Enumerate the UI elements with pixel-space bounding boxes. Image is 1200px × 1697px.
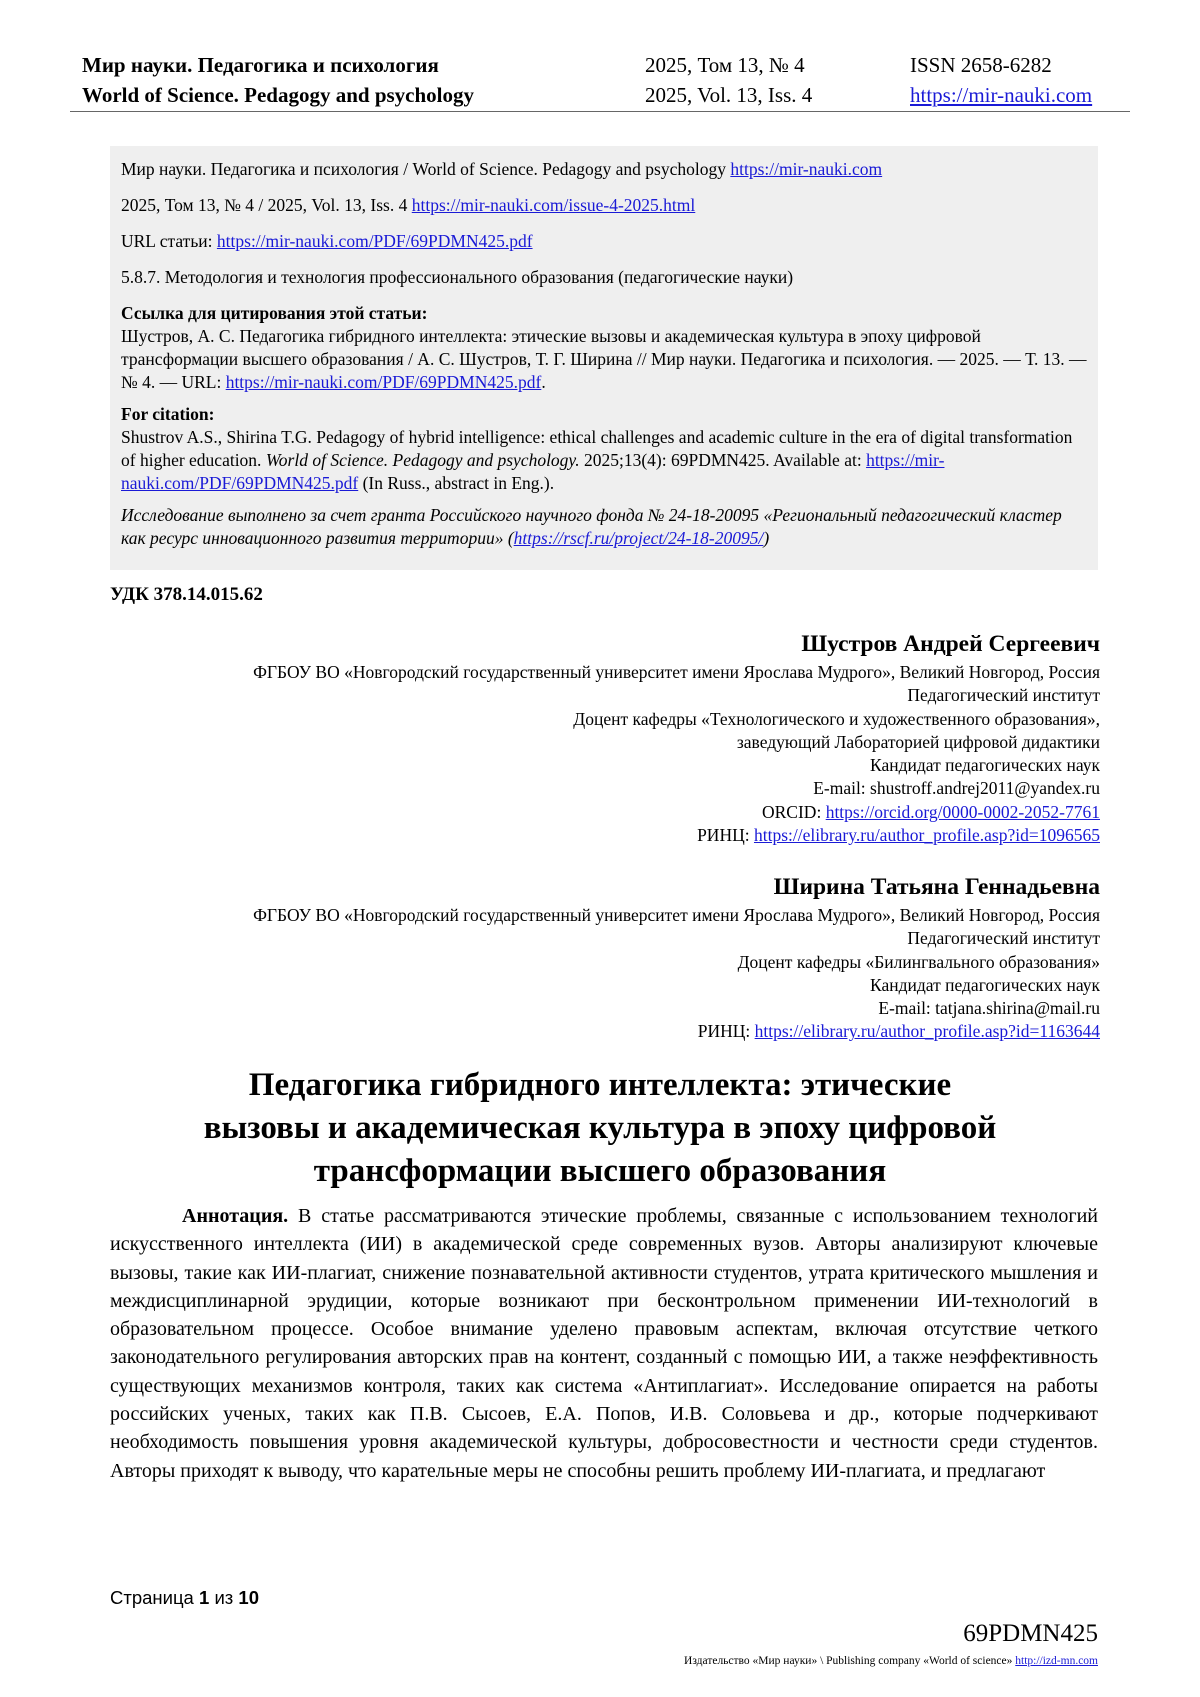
specialty-line: 5.8.7. Методология и технология профессионального образования (педагогические науки) bbox=[121, 267, 794, 287]
author-position: Доцент кафедры «Билингвального образования» bbox=[737, 951, 1100, 972]
author-name: Шустров Андрей Сергеевич bbox=[801, 631, 1100, 657]
issue-ru: 2025, Том 13, № 4 bbox=[645, 53, 805, 77]
header-divider bbox=[70, 111, 1130, 112]
author-affiliation: ФГБОУ ВО «Новгородский государственный университет имени Ярослава Мудрого», Великий Новгород, Россия bbox=[253, 662, 1100, 682]
udk-code: УДК 378.14.015.62 bbox=[110, 584, 263, 605]
article-code: 69PDMN425 bbox=[963, 1620, 1098, 1647]
rinc-link[interactable]: https://elibrary.ru/author_profile.asp?id=1096565 bbox=[753, 825, 1100, 846]
article-url-line: URL статьи: https://mir-nauki.com/PDF/69PDMN425.pdf bbox=[121, 231, 533, 251]
abstract-label: Аннотация. bbox=[182, 1205, 289, 1227]
author-degree: Кандидат педагогических наук bbox=[870, 755, 1100, 776]
issue-link[interactable]: https://mir-nauki.com/issue-4-2025.html bbox=[411, 195, 696, 215]
abstract-text: В статье рассматриваются этические проблемы, связанные с использованием технологий искусственного интеллекта (ИИ) в академической среде современных вузов. Авторы анализируют ключевые вызовы, такие как ИИ-плагиат, снижение познавательной активности студентов, утрата критического мышления и междисциплинарной эрудиции, которые возникают при бесконтрольном применении ИИ-технологий в образовательном процессе. Особое внимание уделено правовым аспектам, включая отсутствие четкого законодательного регулирования авторских прав на контент, созданный с помощью ИИ, а также неэффективность существующих механизмов контроля, таких как система «Антиплагиат». Исследование опирается на работы российских ученых, таких как П.В. Сысоев, Е.А. Попов, И.В. Соловьева и др., которые подчеркивают необходимость повышения уровня академической культуры, добросовестности и честности среди студентов. Авторы приходят к выводу, что карательные меры не способны решить проблему ИИ-плагиата, и предлагают bbox=[110, 1205, 1099, 1482]
author-email: E-mail: shustroff.andrej2011@yandex.ru bbox=[813, 778, 1100, 799]
journal-title-ru: Мир науки. Педагогика и психология bbox=[82, 53, 439, 77]
author-degree: Кандидат педагогических наук bbox=[870, 974, 1100, 995]
page-number: Страница 1 из 10 bbox=[110, 1587, 259, 1608]
article-url-link[interactable]: https://mir-nauki.com/PDF/69PDMN425.pdf bbox=[216, 231, 533, 251]
grant-link[interactable]: https://rscf.ru/project/24-18-20095/ bbox=[513, 528, 764, 548]
article-title: Педагогика гибридного интеллекта: этические вызовы и академическая культура в эпоху цифровой трансформации высшего образования bbox=[203, 1067, 997, 1189]
author-block bbox=[110, 629, 1100, 847]
journal-line: Мир науки. Педагогика и психология / World of Science. Pedagogy and psychology https://mir-nauki.com bbox=[121, 159, 883, 179]
issn: ISSN 2658-6282 bbox=[910, 53, 1052, 77]
citation-en: For citation: Shustrov A.S., Shirina T.G. Pedagogy of hybrid intelligence: ethical challenges and academic culture in the era of digital transformation of higher education. World of Science. Pedagogy and psychology. 2025;13(4): 69PDMN425. Available at: https://mir-nauki.com/PDF/69PDMN425.pdf (In Russ., abstract in Eng.). bbox=[121, 404, 1073, 493]
orcid-link[interactable]: https://orcid.org/0000-0002-2052-7761 bbox=[825, 801, 1100, 822]
citation-en-heading: For citation: bbox=[121, 404, 215, 424]
author-name: Ширина Татьяна Геннадьевна bbox=[773, 874, 1100, 900]
publisher-line: Издательство «Мир науки» \ Publishing company «World of science» http://izd-mn.com bbox=[684, 1655, 1098, 1667]
author-block bbox=[110, 872, 1100, 1044]
author-position: заведующий Лабораторией цифровой дидактики bbox=[736, 731, 1100, 752]
rinc-link[interactable]: https://elibrary.ru/author_profile.asp?id=1163644 bbox=[754, 1021, 1100, 1042]
publisher-link[interactable]: http://izd-mn.com bbox=[1015, 1655, 1098, 1667]
author-email: E-mail: tatjana.shirina@mail.ru bbox=[878, 998, 1100, 1019]
author-orcid: ORCID: https://orcid.org/0000-0002-2052-7761 bbox=[762, 801, 1100, 822]
journal-title-en: World of Science. Pedagogy and psychology bbox=[82, 83, 475, 107]
journal-link[interactable]: https://mir-nauki.com bbox=[730, 159, 883, 179]
citation-en-link[interactable]: https://mir-nauki.com/PDF/69PDMN425.pdf bbox=[121, 450, 945, 493]
article-info-box bbox=[110, 146, 1098, 570]
author-position: Доцент кафедры «Технологического и художественного образования», bbox=[573, 708, 1100, 729]
issue-line: 2025, Том 13, № 4 / 2025, Vol. 13, Iss. 4 https://mir-nauki.com/issue-4-2025.html bbox=[121, 195, 696, 215]
author-rinc: РИНЦ: https://elibrary.ru/author_profile.asp?id=1096565 bbox=[697, 825, 1100, 846]
citation-ru: Ссылка для цитирования этой статьи: Шустров, А. С. Педагогика гибридного интеллекта: этические вызовы и академическая культура в эпоху цифровой трансформации высшего образования / А. С. Шустров, Т. Г. Ширина // Мир науки. Педагогика и психология. — 2025. — Т. 13. — № 4. — URL: https://mir-nauki.com/PDF/69PDMN425.pdf. bbox=[121, 303, 1087, 392]
abstract bbox=[110, 1202, 1098, 1485]
issue-en: 2025, Vol. 13, Iss. 4 bbox=[645, 83, 813, 107]
citation-ru-link[interactable]: https://mir-nauki.com/PDF/69PDMN425.pdf bbox=[225, 372, 542, 392]
author-institute: Педагогический институт bbox=[907, 685, 1100, 706]
author-institute: Педагогический институт bbox=[907, 928, 1100, 949]
author-affiliation: ФГБОУ ВО «Новгородский государственный университет имени Ярослава Мудрого», Великий Новгород, Россия bbox=[253, 905, 1100, 925]
grant-note: Исследование выполнено за счет гранта Российского научного фонда № 24-18-20095 «Региональный педагогический кластер как ресурс инновационного развития территории» (https://rscf.ru/project/24-18-20095/) bbox=[121, 505, 1062, 548]
author-rinc: РИНЦ: https://elibrary.ru/author_profile.asp?id=1163644 bbox=[697, 1021, 1100, 1042]
citation-ru-heading: Ссылка для цитирования этой статьи: bbox=[121, 303, 428, 323]
header-site-link[interactable]: https://mir-nauki.com bbox=[910, 83, 1093, 107]
